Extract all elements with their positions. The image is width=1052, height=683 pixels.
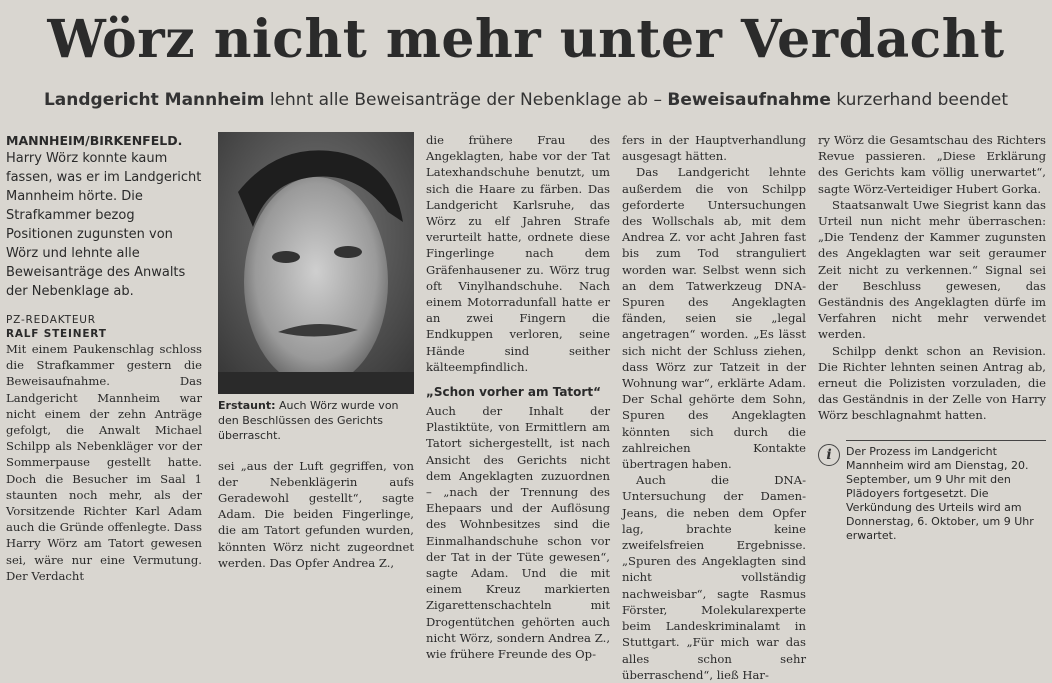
column-5-body-3: Schilpp denkt schon an Revision. Die Richter lehnten seinen Antrag ab, erneut die Polizisten vorzuladen, die das Geständnis in der Zelle von Harry Wörz beschlagnahmt hatten. [818, 343, 1046, 423]
caption-text: Auch Wörz wurde von den Beschlüssen des Gerichts überrascht. [218, 399, 399, 442]
subline-part3: Beweisaufnahme [667, 90, 831, 110]
column-1-body: Mit einem Paukenschlag schloss die Strafkammer gestern die Beweisaufnahme. Das Landgericht Mannheim war nicht einem der zehn Anträge gefolgt, die Anwalt Michael Schilpp als Nebenkläger vor der Sommerpause gestellt hatte. Doch die Besucher im Saal 1 staunten noch mehr, als der Vorsitzende Richter Karl Adam auch die Gründe offenlegte. Dass Harry Wörz am Tatort gewesen sei, wäre nur eine Vermutung. Der Verdacht [6, 342, 202, 583]
lead-place: MANNHEIM/BIRKENFELD. [6, 133, 183, 148]
column-2-text: sei „aus der Luft gegriffen, von der Nebenklägerin aufs Geradewohl gestellt“, sagte Adam. Die beiden Fingerlinge, die am Tatort gefunden wurden, könnten Wörz nicht zugeordnet werden. Das Opfer Andrea Z., [218, 458, 414, 570]
subline-part1: Landgericht Mannheim [43, 90, 265, 110]
column-5-body-2: Staatsanwalt Uwe Siegrist kann das Urteil nun nicht mehr überraschen: „Die Tendenz der Kammer zugunsten des Angeklagten war seit geraumer Zeit nicht zu verkennen.“ Signal sei der Beschluss gewesen, das Geständnis des Angeklagten dürfe im Verfahren nicht mehr verwendet werden. [818, 197, 1046, 342]
info-box: Der Prozess im Landgericht Mannheim wird am Dienstag, 20. September, um 9 Uhr mit den Plädoyers fortgesetzt. Die Verkündung des Urteils wird am Donnerstag, 6. Oktober, um 9 Uhr erwartet. [846, 440, 1046, 543]
caption-label: Erstaunt: [218, 399, 276, 412]
column-3 [426, 132, 610, 662]
info-icon: i [818, 444, 840, 466]
column-4-body-2: Das Landgericht lehnte außerdem die von Schilpp geforderte Untersuchungen des Wollschals ab, mit dem Andrea Z. vor acht Jahren fast bis zum Tod stranguliert worden war. Selbst wenn sich an dem Tatwerkzeug DNA-Spuren des Angeklagten fänden, seien sie „legal angetragen“ worden. „Es lässt sich nicht der Schluss ziehen, dass Wörz zur Tatzeit in der Wohnung war“, erklärte Adam. Der Schal gehörte dem Sohn, Spuren des Angeklagten könnten sich durch die zahlreichen Kontakte übertragen haben. [622, 165, 806, 472]
column-2-body [218, 446, 414, 583]
byline-role: PZ-REDAKTEUR [6, 314, 96, 326]
subline-part2: lehnt alle Beweisanträge der Nebenklage ab – [264, 90, 668, 110]
photo-caption [218, 398, 414, 443]
column-4-body: fers in der Hauptverhandlung ausgesagt hätten. [622, 133, 806, 164]
column-4-body-3: Auch die DNA-Untersuchung der Damen-Jeans, die neben dem Opfer lag, brachte keine zweifelsfreien Ergebnisse. „Spuren des Angeklagten sind nicht vollständig nachweisbar“, sagte Rasmus Förster, Molekularexperte beim Landeskriminalamt in Stuttgart. „Für mich war das alles schon sehr überraschend“, ließ Har- [622, 473, 806, 682]
column-3-subhead: „Schon vorher am Tatort“ [426, 385, 601, 400]
portrait-photo [218, 132, 414, 394]
headline: Wörz nicht mehr unter Verdacht [47, 9, 1005, 70]
column-5-body: ry Wörz die Gesamtschau des Richters Revue passieren. „Diese Erklärung des Gerichts kam völlig unerwartet“, sagte Wörz-Verteidiger Hubert Gorka. [818, 133, 1046, 196]
subline-part4: kurzerhand beendet [830, 90, 1009, 110]
byline-name: RALF STEINERT [6, 328, 107, 340]
byline [6, 313, 202, 341]
portrait-image [218, 132, 414, 394]
lead-text: Harry Wörz konnte kaum fassen, was er im Landgericht Mannheim hörte. Die Strafkammer bezog Positionen zugunsten von Wörz und lehnte alle Beweisanträge des Anwalts der Nebenklage ab. [6, 151, 202, 299]
column-3-body-2: Auch der Inhalt der Plastiktüte, von Ermittlern am Tatort sichergestellt, ist nach Ansicht des Gerichts nicht dem Angeklagten zuzuordnen – „nach der Trennung des Ehepaars und der Auflösung des Wohnbesitzes sind die Einmalhandschuhe schon vor der Tat in der Tüte gewesen“, sagte Adam. Und die mit einem Kreuz markierten Zigarettenschachteln mit Drogentütchen gehörten auch nicht Wörz, sondern Andrea Z., wie frühere Freunde des Op- [426, 404, 610, 662]
column-1 [6, 132, 202, 584]
column-4 [622, 132, 806, 683]
subheadline [0, 88, 1052, 112]
column-3-body: die frühere Frau des Angeklagten, habe vor der Tat Latexhandschuhe benutzt, um sich die Haare zu färben. Das Landgericht Karlsruhe, das Wörz zu elf Jahren Strafe verurteilt hatte, ordnete diese Fingerlinge nach dem Gräfenhausener zu. Wörz trug oft Vinylhandschuhe. Nach einem Motorradunfall hatte er an zwei Fingern die Endkuppen verloren, seine Hände sind seither kälteempfindlich. [426, 133, 610, 374]
column-5 [818, 132, 1046, 424]
